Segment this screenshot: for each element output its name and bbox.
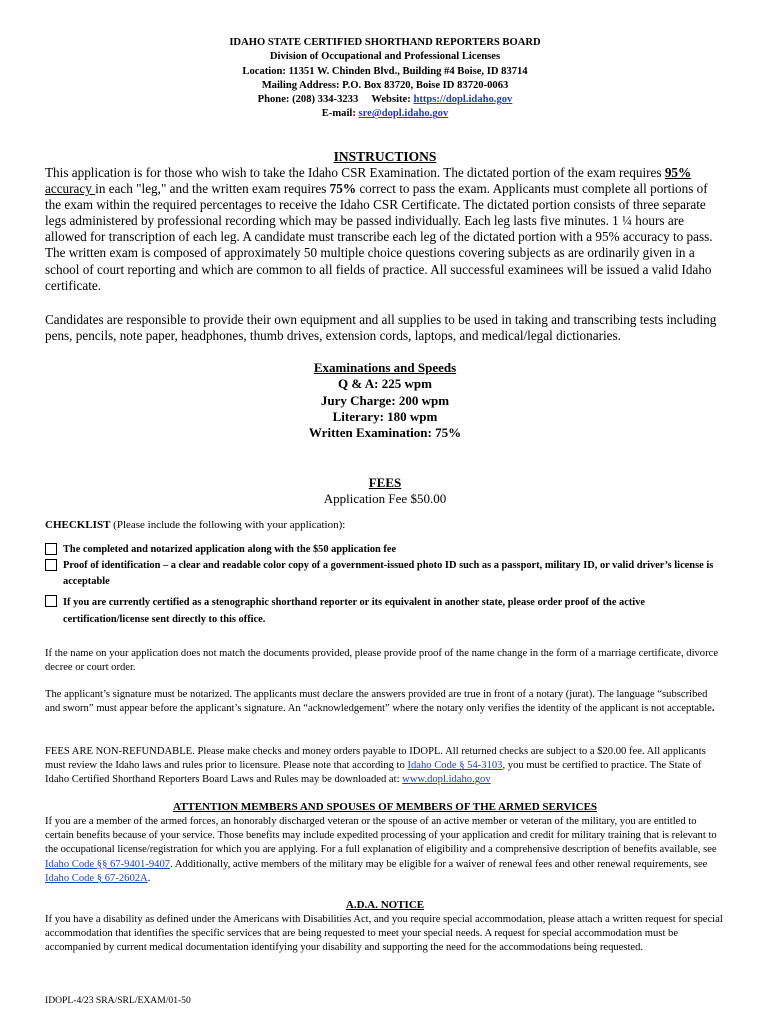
armed-text-b: . Additionally, active members of the military may be eligible for a waiver of renewal fees and other renewal requirements, see — [170, 858, 708, 870]
idaho-code-67-2602a-link[interactable]: Idaho Code § 67-2602A — [45, 872, 148, 884]
idaho-code-67-9401-link[interactable]: Idaho Code §§ 67-9401-9407 — [45, 858, 171, 870]
name-change-note: If the name on your application does not match the documents provided, please provide proof of the name change in the form of a marriage certificate, divorce decree or court order. — [45, 648, 719, 674]
signature-period: . — [711, 703, 715, 715]
contact-line — [0, 93, 770, 107]
fees-heading: FEES — [368, 475, 402, 490]
checkbox[interactable] — [45, 559, 57, 571]
checklist-heading — [45, 519, 345, 531]
ada-text: If you have a disability as defined under the Americans with Disabilities Act, and you require special accommodation, please attach a written request for special accommodation that identifies the specific services that are being requested to meet your special needs. A request for special accommodation must be accompanied by current medical documentation identifying your disability and supporting the need for the accommodations being requested. — [45, 914, 723, 954]
armed-text-a: If you are a member of the armed forces, an honorably discharged veteran or the spouse of an active member or veteran of the military, you are entitled to certain benefits because of your service. Those benefits may include expedited processing of your application and credit for military training that is relevant to the occupational license/registration for which you are applying. For a full explanation of eligibility and a comprehensive description of benefits available, see — [45, 816, 717, 856]
instructions-heading: INSTRUCTIONS — [333, 149, 437, 164]
website-label: Website: — [371, 94, 411, 106]
website-link[interactable]: https://dopl.idaho.gov — [413, 94, 513, 106]
p1-text-f: correct to pass the exam. Applicants must complete all portions of the exam within the required percentages to receive the Idaho CSR Certificate. The dictated portion consists of three separate legs administered by professional recording which may be passed individually. Each leg lasts five minutes. 1 ¼ hours are allowed for transcription of each leg. A candidate must transcribe each leg of the dictated portion with a 95% accuracy to pass. The written exam is composed of approximately 50 multiple choice questions covering subjects as are ordinarily given in a school of court reporting and which are common to all fields of practice. All successful examinees will be issued a valid Idaho certificate. — [45, 181, 713, 293]
signature-note — [45, 688, 725, 716]
instructions-paragraph-1 — [45, 165, 727, 294]
armed-services-heading: ATTENTION MEMBERS AND SPOUSES OF MEMBERS OF THE ARMED SERVICES — [172, 801, 598, 813]
checklist-item-text: Proof of identification – a clear and readable color copy of a government-issued photo ID such as a passport, military ID, or valid driver’s license is acceptable — [63, 560, 714, 587]
speeds-heading: Examinations and Speeds — [313, 360, 457, 375]
checkbox[interactable] — [45, 595, 57, 607]
idaho-code-54-3103-link[interactable]: Idaho Code § 54-3103 — [407, 760, 503, 772]
checklist-item-text: The completed and notarized application along with the $50 application fee — [63, 544, 397, 555]
fees-text-a: FEES ARE NON-REFUNDABLE. Please make checks and money orders payable to IDOPL. All returned checks are subject to a $20.00 fee. All applicants must review the Idaho laws and rules prior to licensure. Please note that according to — [45, 746, 706, 772]
armed-services-text — [45, 815, 725, 886]
checkbox[interactable] — [45, 543, 57, 555]
speed-literary: Literary: 180 wpm — [332, 408, 438, 424]
p1-accuracy-95: 95% — [664, 165, 692, 180]
p1-accuracy-word: accuracy — [45, 181, 96, 197]
speed-written: Written Examination: 75% — [308, 425, 462, 441]
location-line: Location: 11351 W. Chinden Blvd., Building #4 Boise, ID 83714 — [242, 65, 528, 77]
p1-text-a: This application is for those who wish to take the Idaho CSR Examination. The dictated portion of the exam requires — [45, 165, 665, 180]
board-name: IDAHO STATE CERTIFIED SHORTHAND REPORTERS BOARD — [229, 37, 541, 48]
p1-written-75: 75% — [329, 181, 357, 197]
mailing-line: Mailing Address: P.O. Box 83720, Boise ID 83720-0063 — [261, 79, 509, 91]
fees-text-b: , you must be certified to practice. The State of Idaho Certified Shorthand Reporters Board Laws and Rules may be downloaded at: — [45, 760, 702, 786]
email-link[interactable]: sre@dopl.idaho.gov — [358, 108, 449, 120]
checklist-item — [45, 558, 725, 590]
speed-jury: Jury Charge: 200 wpm — [320, 392, 450, 408]
checklist-item — [45, 542, 725, 558]
form-code: IDOPL-4/23 SRA/SRL/EXAM/01-50 — [45, 995, 191, 1006]
instructions-paragraph-2: Candidates are responsible to provide their own equipment and all supplies to be used in taking and transcribing tests including pens, pencils, note paper, headphones, thumb drives, extension cords, laptops, and medical/legal dictionaries. — [45, 312, 717, 344]
application-fee: Application Fee $50.00 — [323, 491, 447, 506]
email-line — [0, 107, 770, 121]
checklist-item — [45, 594, 725, 628]
speed-qa: Q & A: 225 wpm — [338, 376, 432, 392]
checklist-item-text: If you are currently certified as a stenographic shorthand reporter or its equivalent in another state, please order proof of the active certification/license sent directly to this office. — [63, 597, 646, 625]
ada-heading: A.D.A. NOTICE — [345, 899, 425, 911]
division-name: Division of Occupational and Professional Licenses — [269, 51, 501, 63]
signature-text: The applicant’s signature must be notarized. The applicants must declare the answers provided are true in front of a notary (jurat). The language “subscribed and sworn” must appear before the applicant’s signature. An “acknowledgement” where the notary only verifies the identity of the applicant is not acceptable — [45, 689, 712, 715]
fees-note — [45, 745, 725, 788]
p1-text-d: in each "leg," and the written exam requires — [95, 181, 330, 197]
checklist-note: (Please include the following with your application): — [110, 519, 346, 531]
armed-text-c: . — [147, 872, 151, 884]
phone-text: Phone: (208) 334-3233 — [257, 94, 359, 106]
exam-speeds — [0, 360, 770, 441]
letterhead — [0, 36, 770, 122]
email-label: E-mail: — [321, 108, 356, 120]
dopl-website-link[interactable]: www.dopl.idaho.gov — [402, 774, 491, 786]
checklist-label: CHECKLIST — [45, 519, 111, 531]
